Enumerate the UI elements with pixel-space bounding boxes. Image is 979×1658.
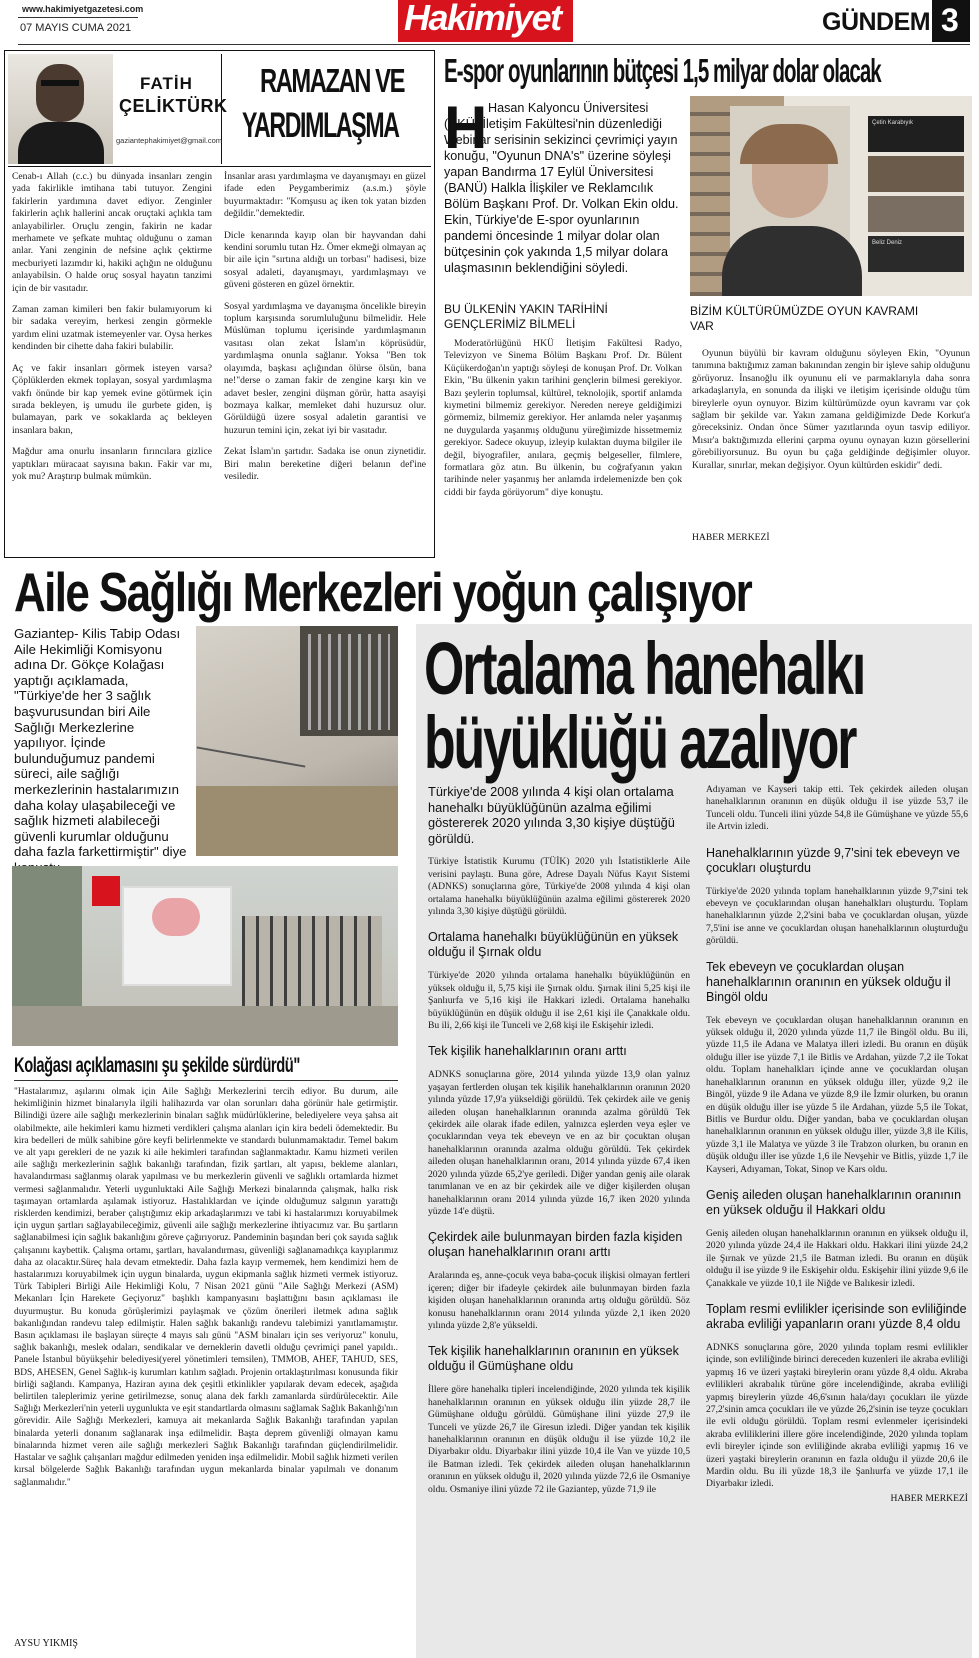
column-right-text — [224, 171, 426, 492]
espor-byline: HABER MERKEZİ — [692, 532, 770, 543]
asm-lead: Gaziantep- Kilis Tabip Odası Aile Hekimliği Komisyonu adına Dr. Gökçe Kolağası yaptığı açıklamada, "Türkiye'de her 3 sağlık başvurusundan biri Aile Sağlığı Merkezlerine yapılıyor. İçinde bulunduğumuz pandemi süreci, aile sağlığı merkezlerinin hastalarımızın daha kolay ulaşabileceği ve sağlık hizmeti alabileceği güvenli kurumlar olduğunu daha fazla farkettirmiştir" diye — [14, 626, 187, 860]
page-number: 3 — [941, 2, 959, 38]
hane-paragraph: ADNKS sonuçlarına göre, 2014 yılında yüzde 13,9 olan yalnız yaşayan fertlerden oluşan tek kişilik hanehalklarının oranının 2020 yılında yüzde 17,9'a yükseldiği görüldü. Tek çekirdek aile ve geniş aileden oluşan hanehalklarının oranında azalma görüldü Tek çekirdek aile olarak ifade edilen, yalnızca eşlerden veya eşler ve çocuklarından veya tek ebeveyn ve en az bir çocuktan oluşan hanehalklarının oranında azalma olduğu görüldü. Tek çekirdek aileden oluşan hanehalklarının oranı, 2014 yılında yüzde 67,4 iken 2020 yılında yüzde 65,2'ye geriledi. Diğer yandan geniş aile olarak tanımlanan ve en az bir çekirdek aile ve diğer kişilerden oluşan hanehalklarının oranı 2014 yılında yüzde 16,7 iken 2020 yılında yüzde 14'e düştü. — [428, 1069, 690, 1217]
page-number-box — [932, 0, 970, 42]
espor-body-2: Oyunun büyülü bir kavram olduğunu söyleyen Ekin, "Oyunun tanımına baktığımız zaman bakınından zengin bir işleve sahip olduğunu görüyoruz. İnsanoğlu ilk oyununu eli ve parmaklarıyla daha sonra arkadaşlarıyla, en sonunda da ilişki ve iletişim içerisinde olduğu tüm bireylerle oyun oynuyor. Bizim kültürümüzde oyun kavramı var çok sağlam bir şekilde var. Yakın zamana geldiğimizde Dede Korkut'a göreceksiniz. Ondan önce Sümer yazıtlarında oyun tasvip ediliyor. Mısır'a baktığımızda ellerini çarpma oyunu oynayan kızın görsellerini görebiliyorsunuz. Bu oyun bu çağa geldiğinde değişimler oluyor. Kurallar, sınırlar, mekan değişiyor. Oyun kültürden eskidir" dedi. — [692, 348, 970, 471]
column-left-text — [12, 171, 212, 492]
issue-date: 07 MAYIS CUMA 2021 — [20, 22, 132, 34]
video-tile — [868, 196, 964, 232]
hane-byline: HABER MERKEZİ — [890, 1492, 968, 1504]
column-paragraph: Dicle kenarında kayıp olan bir hayvandan dahi kendini sorumlu tutan Hz. Ömer ekmeği olmayan aç bir aile için "sırtına aldığı un torbası" hadisesi, bize sosyal adaleti, dayanışmayı, yardımlaşmayı ve güveni gösteren en güzel örnektir. — [224, 229, 426, 291]
espor-lead: Hasan Kalyoncu Üniversitesi (HKÜ) İletişim Fakültesi'nin düzenlediği Webinar serisinin sekizinci çevrimiçi yayın konuğu, "Oyunun DNA's" üzerine söyleşi yapan Bandırma 17 Eylül Üniversitesi (BANÜ) Halkla İlişkiler ve Reklamcılık Bölüm Başkanı Prof. Dr. Volkan Ekin oldu. Ekin, Türkiye'de E-spor oyunlarının pandemi öncesinde 1 milyar dolar olan bütçesinin çok yakında 1,5 milyar dolara ulaşmasının beklendiğini söyledi. — [444, 101, 679, 275]
hane-paragraph: Adıyaman ve Kayseri takip etti. Tek çekirdek aileden oluşan hanehalklarının oranının en düşük olduğu il ise yüzde 53,7 ile Tunceli oldu. Tunceli ilini yüzde 54,8 ile Gümüşhane ve yüzde 55,6 ile Artvin izledi. — [706, 784, 968, 833]
hane-subhead: Çekirdek aile bulunmayan birden fazla kişiden oluşan hanehalklarının oranı arttı — [428, 1230, 683, 1260]
asm-byline: AYSU YIKMIŞ — [14, 1638, 78, 1649]
author-last-name: ÇELİKTÜRK — [119, 96, 228, 116]
asm-photo-building — [12, 866, 398, 1046]
hane-paragraph: Türkiye İstatistik Kurumu (TÜİK) 2020 yılı İstatistiklerle Aile verisini paylaştı. Buna göre, Adrese Dayalı Nüfus Kayıt Sistemi (ADNKS) sonuçlarına göre, Türkiye'de 2008 yılında 4 kişi olan ortalama hanehalkı büyüklüğünün azalma eğilimi göstererek 2020 yılında 3,30 kişiye düştüğü görüldü. — [428, 856, 690, 917]
column-paragraph: Cenab-ı Allah (c.c.) bu dünyada insanları zengin yada fakirlikle imtihana tabi tutuyor. Zengini fakirlerin yardımına davet ediyor. Zenginler fakirlerin açlık hallerini ancak oruçtaki açlıkla tam anlayabilirler. Oruçlu zengin, fakirin ne kadar merhamete ve şefkate muhtaç olduğunu o zaman anlar. Yani zenginin de nefsine açlık çektirme mecburiyeti lazımdır ki, hakiki açlığın ne olduğunu anlayabilsin. O halde oruç sosyal hayatın tanzimi için de bir vasıtadır. — [12, 171, 212, 294]
hane-headline-line1: Ortalama hanehalkı — [424, 627, 865, 710]
video-tile — [868, 156, 964, 192]
video-tile — [868, 116, 964, 152]
hane-subhead: Geniş aileden oluşan hanehalklarının oranının en yüksek olduğu il Hakkari oldu — [706, 1187, 962, 1217]
espor-body-1: Moderatörlüğünü HKÜ İletişim Fakültesi Radyo, Televizyon ve Sinema Bölüm Başkanı Prof. Dr. Bülent Küçükerdoğan'ın yaptığı söyleşi de konuşan Prof. Dr. Volkan Ekin, "Bu ülkenin yakın tarihini gençlerin bilmesi gerekiyor. Bazı şeylerin toplumsal, kültürel, teknolojik, sportif anlamda kıymetini bilmemiz gerekiyor. Nereden nereye geldiğimizi görmemiz, bilmemiz gerekiyor. Her anlamda neler yaşanmış ne duygularda yaşanmış olduğunu yüreğimizde hissetmemiz gerekiyor. Sadece okuyup, izleyip kulaktan duyma bilgiler ile değil, biyografiler, anılara, geçmiş belgeseller, filmlere, formatlara göz atın. Bu ülkenin, bu coğrafyanın yakın tarihinde neler yaşanmış her anlamda irdelemenizde ben çok ciddi bir fayda görüyorum" diye konuştu. — [444, 338, 682, 498]
author-photo — [8, 54, 113, 164]
column-paragraph: İnsanlar arası yardımlaşma ve dayanışmayı en güzel ifade eden Peygamberimiz (a.s.m.) şöyle buyurmaktadır: "Komşusu aç iken tok yatan bizden değildir."demektedir. — [224, 171, 426, 220]
author-first-name: FATİH — [140, 74, 193, 93]
masthead — [0, 0, 979, 44]
hane-subhead: Toplam resmi evlilikler içerisinde son evliliğinde akraba evliliği yapanların oranı yüzde 8,4 oldu — [706, 1301, 967, 1331]
column-paragraph: Sosyal yardımlaşma ve dayanışma öncelikle bireyin toplum karşısında sorumluluğunu bilmelidir. Hele Müslüman toplumu içerisinde yardımlaşmanın vasıtası olan zekat İslam'ın köprüsüdür, yardımlaşma onunla sağlanır. Yoksa "Ben tok olayımda, başkası açlığından ölürse ölsün, bana ne!"derse o zaman fakir de zengine karşı kin ve adavet besler, zengini düşman görür, hatta asayişi bozmaya kalkar, memleket dahi huzursuz olur. Görüldüğü üzere sosyal adaletin garantisi ve huzurun temini için, zekat iyi bir vasıtadır. — [224, 300, 426, 436]
hane-subhead: Ortalama hanehalkı büyüklüğünün en yüksek olduğu il Şırnak oldu — [428, 930, 679, 960]
hane-subhead: Tek kişilik hanehalklarının oranının en yüksek olduğu il Gümüşhane oldu — [428, 1344, 679, 1374]
participant-name: Beliz Deniz — [872, 240, 903, 246]
hane-subhead: Tek ebeveyn ve çocuklardan oluşan hanehalklarının oranının en yüksek olduğu il Bingöl oldu — [706, 959, 951, 1004]
hane-paragraph: ADNKS sonuçlarına göre, 2020 yılında toplam resmi evlilikler içinde, son evliliğinde birinci dereceden kuzenleri ile akraba evliliği yapmış 16 ve üzeri yaştaki bireylerin oranı yüzde 8,4 oldu. Akraba evlilikleri akrabalık türüne göre incelendiğinde, akraba evliliği yapmış bireylerin yüzde 46,6'sının hala/dayı çocukları ile yüzde 27,2'sinin amca çocukları ile ve yüzde 26,2'sinin ise teyze çocukları ile evli olduğu görüldü. Toplam resmi evlenmeler içerisindeki akraba evliliklerini illere göre incelendiğinde, 2020 yılında toplam evli bireyler içinde son evliliğinde akraba evliliği yapmış 16 ve üzeri yaştaki bireylerin oranının en fazla olduğu il yüzde 20,6 ile Mardin oldu. Bu ili yüzde 18,3 ile Şanlıurfa ve yüzde 17,1 ile Diyarbakır izledi. — [706, 1341, 968, 1490]
logo-text: Hakimiyet — [404, 0, 561, 38]
column-title-line1: RAMAZAN VE — [260, 62, 404, 99]
column-paragraph: Zekat İslam'ın şartıdır. Sadaka ise onun ziynetidir. Biri malın bereketine diğeri belanın def'ine vesiledir. — [224, 446, 426, 482]
hane-paragraph: Tek ebeveyn ve çocuklardan oluşan hanehalklarının oranının en yüksek olduğu il, 2020 yılında yüzde 11,7 ile Bingöl oldu. Bu ili, yüzde 11,5 ile Adana ve Malatya illeri izledi. Bu oranın en düşük olduğu iller ise yüzde 7,1 ile Bitlis ve Ardahan, yüzde 7,2 ile Tokat oldu. Toplam hanehalkları içinde anne ve çocuklardan oluşan hanehalklarının oranının en yüksek olduğu iller, yüzde 9,2 ile Bingöl, yüzde 9 ile Adana ve yüzde 8,9 ile İzmir olurken, bu oranın en düşük olduğu iller ise yüzde 5 ile Ardahan, yüzde 5,5 ile Tokat, Bitlis ve Burdur oldu. Diğer yandan, baba ve çocuklardan oluşan hanehalklarının oranının en yüksek olduğu iller, yüzde 3,8 ile Kilis, yüzde 3,1 ile Malatya ve yüzde 3 ile Trabzon olurken, bu oranın en düşük olduğu iller ise yüzde 1,6 ile Nevşehir ve Bitlis, yüzde 1,7 ile Kayseri, Adıyaman, Tokat, Sinop ve Kars oldu. — [706, 1014, 968, 1175]
column-title-line2: YARDIMLAŞMA — [242, 106, 399, 145]
video-tile — [868, 236, 964, 272]
asm-photo-wall — [196, 626, 398, 856]
asm-headline: Aile Sağlığı Merkezleri yoğun çalışıyor — [14, 561, 752, 623]
hane-subhead: Tek kişilik hanehalklarının oranı arttı — [428, 1044, 627, 1059]
hane-subhead: Hanehalklarının yüzde 9,7'sini tek ebeveyn ve çocukları oluşturdu — [706, 845, 960, 875]
hane-headline-line2: büyüklüğü azalıyor — [424, 701, 856, 784]
column-paragraph: Mağdur ama onurlu insanların fırıncılara gizlice yaptıkları müracaat sayısına bakın. Fakir var mı, yok mu? Araştırıp bulmak mümkün. — [12, 446, 212, 482]
hane-paragraph: Türkiye'de 2020 yılında ortalama hanehalkı büyüklüğünün en yüksek olduğu il, 5,75 kişi ile Şırnak oldu. Şırnak ilini 5,25 kişi ile Şanlıurfa ve 5,16 kişi ile Hakkari izledi. Ortalama hanehalkı büyüklüğünün en düşük olduğu il ise 2,61 kişi ile Çanakkale oldu. Bu ili, 2,66 kişi ile Tunceli ve 2,68 kişi ile Eskişehir izledi. — [428, 970, 690, 1032]
participant-name: Çetin Karabıyık — [872, 120, 914, 126]
webinar-screenshot — [690, 96, 972, 296]
hane-lead: Türkiye'de 2008 yılında 4 kişi olan ortalama hanehalkı büyüklüğünün azalma eğilimi göstererek 2020 yılında 3,30 kişiye düştüğü görüldü. — [428, 784, 675, 846]
hane-paragraph: İllere göre hanehalkı tipleri incelendiğinde, 2020 yılında tek kişilik hanehalklarının oranının en yüksek olduğu ilin yüzde 28,7 ile Gümüşhane olduğu görüldü. Gümüşhane ilini yüzde 27,9 ile Tunceli ve yüzde 26,7 ile Giresun izledi. Diğer yandan tek kişilik hanehalklarının oranının en düşük olduğu il ise yüzde 10,2 ile Diyarbakır oldu. Diyarbakır ilini yüzde 10,4 ile Van ve yüzde 10,5 ile Batman izledi. Tek çekirdek aileden oluşan hanehalklarının oranının en yüksek olduğu il, 2020 yılında yüzde 72,6 ile Osmaniye oldu. Osmaniye ilini yüzde 72 ile Gaziantep, yüzde 71,9 ile — [428, 1384, 690, 1495]
website-url[interactable]: www.hakimiyetgazetesi.com — [22, 4, 144, 14]
hane-paragraph: Türkiye'de 2020 yılında toplam hanehalklarının yüzde 9,7'sini tek ebeveyn ve çocuklarından oluşan hanehalkları oluşturdu. Toplam hanehalklarının yüzde 2,2'sini baba ve çocuklardan oluşan, yüzde 7,5'ini ise anne ve çocuklardan oluşan hanehalklarının oluşturduğu görüldü. — [706, 885, 968, 947]
hane-paragraph: Geniş aileden oluşan hanehalklarının oranının en yüksek olduğu il, 2020 yılında yüzde 24,4 ile Hakkari oldu. Hakkari ilini yüzde 24,2 ile Şırnak ve yüzde 21,5 ile Batman izledi. Bu oranın en düşük olduğu il ise yüzde 9 ile Eskişehir oldu. Eskişehir ilini yüzde 9,6 ile Çanakkale ve yüzde 10,1 ile Niğde ve Balıkesir izledi. — [706, 1227, 968, 1289]
hane-column-left — [428, 784, 690, 1496]
asm-subhead: Kolağası açıklamasını şu şekilde sürdürdü" — [14, 1054, 300, 1077]
espor-dropcap: H — [444, 94, 488, 161]
author-email[interactable]: gaziantephakimiyet@gmail.com — [116, 136, 222, 145]
author-box — [114, 54, 228, 164]
espor-headline: E-spor oyunlarının bütçesi 1,5 milyar dolar olacak — [444, 52, 881, 89]
column-paragraph: Zaman zaman kimileri ben fakir bulamıyorum ki bir sadaka vereyim, herkesi zengin görmekle yardım elini uzatmak istemeyenler var. Oysa herkes kendinden bir cihette daha fakiri bulabilir. — [12, 304, 212, 353]
column-paragraph: Aç ve fakir insanları görmek isteyen varsa? Çöplüklerden ekmek toplayan, sosyal yardımlaşma vakfı önünde bir kap yemek evine götürmek için sırada bekleyen, iş umudu ile gurbete giden, iş bulamayan, park ve sokaklarda aç bekleyen insanlara bakın, — [12, 362, 212, 436]
hane-column-right — [706, 784, 968, 1504]
hane-paragraph: Aralarında eş, anne-çocuk veya baba-çocuk ilişkisi olmayan fertleri içeren; diğer bir ifadeyle çekirdek aile bulunmayan birden fazla kişiden oluşan hanehalklarının oranında artış olduğu görüldü. Söz konusu hanehalklarının oranı 2014 yılında yüzde 2,1 iken 2020 yılında yüzde 2,8'e yükseldi. — [428, 1270, 690, 1331]
espor-subhead-1: BU ÜLKENİN YAKIN TARİHİNİ GENÇLERİMİZ BİLMELİ — [444, 302, 608, 331]
espor-subhead-2: BİZİM KÜLTÜRÜMÜZDE OYUN KAVRAMI VAR — [690, 304, 919, 333]
column-title — [232, 60, 427, 160]
logo — [398, 0, 573, 42]
section-title: GÜNDEM — [822, 8, 931, 36]
asm-body: "Hastalarımız, aşılarını olmak için Aile Sağlığı Merkezlerini tercih ediyor. Bu durum, aile hekimliğinin hizmet binalarıyla ilgili halihazırda var olan sorunları daha görünür hale getirmiştir. Bilindiği üzere aile sağlığı merkezlerinin binaları sağlık müdürlüklerine, belediyelere veya şahsa ait olabilmekte, aile hekimleri kamu hizmeti verdikleri çalışma alanları için kira bedeli ödemektedir. Bu kira bedelleri de mülk sahibine göre keyfi belirlenmekte ve standardı bulunmamaktadır. Temel bakım ve alt yapı gerekleri de ne yazık ki aile hekimleri tarafından sağlanmaktadır. Kamu hizmeti verilen aile sağlığı merkezlerinin sağlık bakanlığı tarafından, fizik şartları, alt yapısı, bekleme alanları, havalandırması sağlanmış olarak yapılması ve bu merkezlerin güvenli ve sağlıklı ortamlarda hizmet vermesi sağlanmalıdır. Yeterli uygunluktaki Aile Sağlığı Merkezi binalarında çalışmak, halkı risk taşımayan ortamlarda aşılamak istiyoruz. Hastalıklardan ve içinde olduğumuz salgının yarattığı risklerden kendimizi, beraber çalıştığımız ekip arkadaşlarımızı ve tabi ki hastalarımızı koruyabilmek için uygun şartları sağlayabileceğimiz, güvenli aile sağlığı merkezlerine ihtiyacımız var. Bu şartların sağlanabilmesi için sağlık bakanlığını göreve çağırıyoruz. Pandeminin başından beri çok sayıda sağlık çalışanını kaybettik. Çalışma ortamı, şartları, havalandırması, güvenliği sağlanamadıkça kayıplarımız daha az olacaktır.Süreç hala devam etmektedir. Daha fazla kayıp vermemek, hem kendimizi hem de hastalarımızı koruyabilmek için uygun binalarda, uygun ekipmanla sağlık hizmeti vermek istiyoruz. Türk Tabipleri Birliği Aile Hekimliği Kolu, 7 Nisan 2021 günü "Aile Sağlığı Merkezi (ASM) Mekanları İçin Harekete Geçiyoruz" başlıklı kampanyasını başlattığını basın açıklaması ile duyurmuştur. Bu konuda görüşlerimizi paylaşmak ve çözüm önerileri iletmek adına sağlık bakanlığından randevu talep edilmiştir. Halen sağlık bakanlığı randevu talebimizi yanıtlamamıştır. Basın açıklaması ile başlayan süreçte 4 mayıs salı günü "ASM binaları için ses veriyoruz" konulu, sağlık bakanlığı, meslek odaları, sendikalar ve derneklerin davetli olduğu çevrimiçi panel yapıldı.. Panele İstanbul büyükşehir belediyesi(yerel yönetimleri temsilen), TMMOB, AHEF, TAHUD, SES, BDS, AHESEN, Genel Sağlık-iş kurumları katılım sağladı. Projenin ortaklaştırılması konusunda fikir birliği sağlandı. Kampanya, Haziran ayına dek çeşitli etkinlikler yapılarak devam edecek, aşağıda belirtilen taleplerimiz yerine getirilmezse, sonuç alana dek farklı zamanlarda sürdürülecektir. Aile Sağlığı Merkezleri'nin yeterli uygunlukta ve eşit standartlarda olmasını sağlamak Sağlık Bakanlığı'nın görevidir. Aile Sağlığı Merkezleri, kamuya ait mekanlarda Sağlık Bakanlığı tarafından yapılan binalarda yeterli donanım sağlanarak inşa edilmelidir. Başta deprem güvenliği olmayan kamu binalarında hizmet veren aile sağlığı merkezleri Sağlık Bakanlığı tarafından güçlendirilmelidir. Hastalar ve sağlık çalışanları mağdur edilmeden yeniden inşa edilmelidir. Mobil sağlık hizmeti verilen kırsal bölgelerde Sağlık Bakanlığı tarafından uygun mekanlarda binalar yapılmalı ve donanım sağlanmalıdır." — [14, 1087, 399, 1488]
